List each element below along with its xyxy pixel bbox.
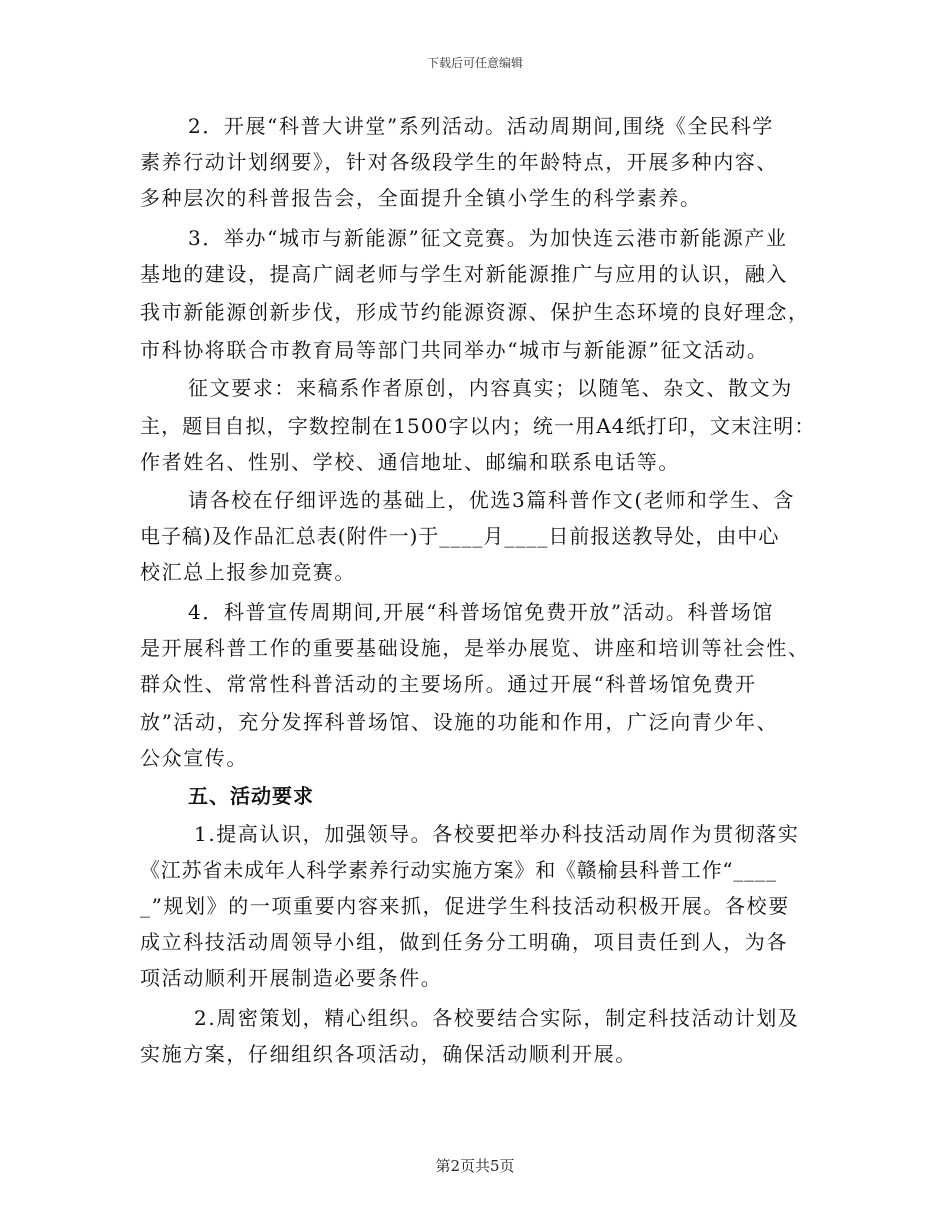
text-line: 项活动顺利开展制造必要条件。 (140, 966, 443, 990)
text-line: 放”活动，充分发挥科普场馆、设施的功能和作用，广泛向青少年、 (140, 710, 779, 734)
header-note: 下载后可任意编辑 (426, 56, 523, 70)
text-line: 作者姓名、性别、学校、通信地址、邮编和联系电话等。 (140, 450, 680, 474)
text-line: 成立科技活动周领导小组，做到任务分工明确，项目责任到人，为各 (140, 930, 788, 954)
text-line: 电子稿)及作品汇总表(附件一)于____月____日前报送教导处，由中心 (140, 524, 780, 548)
text-line: 素养行动计划纲要》，针对各级段学生的年龄特点，开展多种内容、 (140, 150, 778, 174)
section-heading: 五、活动要求 (188, 784, 314, 808)
text-line: 多种层次的科普报告会，全面提升全镇小学生的科学素养。 (140, 186, 702, 210)
text-line: 2.周密策划，精心组织。各校要结合实际，制定科技活动计划及 (194, 1006, 800, 1030)
text-line: 3．举办“城市与新能源”征文竞赛。为加快连云港市新能源产业 (188, 226, 788, 250)
text-line: 主，题目自拟，字数控制在1500字以内；统一用A4纸打印，文末注明： (140, 414, 816, 438)
text-line: 请各校在仔细评选的基础上，优选3篇科普作文(老师和学生、含 (188, 488, 795, 512)
text-line: 校汇总上报参加竞赛。 (140, 560, 356, 584)
text-line: _”规划》的一项重要内容来抓，促进学生科技活动积极开展。各校要 (140, 894, 790, 918)
page-indicator: 第2页共5页 (435, 1157, 515, 1175)
text-line: 群众性、常常性科普活动的主要场所。通过开展“科普场馆免费开 (140, 672, 757, 696)
text-line: 2．开展“科普大讲堂”系列活动。活动周期间,围绕《全民科学 (188, 114, 774, 138)
text-line: 是开展科普工作的重要基础设施，是举办展览、讲座和培训等社会性、 (140, 636, 810, 660)
text-line: 1.提高认识，加强领导。各校要把举办科技活动周作为贯彻落实 (194, 822, 800, 846)
text-line: 征文要求：来稿系作者原创，内容真实；以随笔、杂文、散文为 (188, 376, 793, 400)
text-line: 基地的建设，提高广阔老师与学生对新能源推广与应用的认识，融入 (140, 262, 788, 286)
text-line: 市科协将联合市教育局等部门共同举办“城市与新能源”征文活动。 (140, 338, 769, 362)
text-line: 《江苏省未成年人科学素养行动实施方案》和《赣榆县科普工作“____ (140, 858, 777, 882)
text-line: 我市新能源创新步伐，形成节约能源资源、保护生态环境的良好理念， (140, 300, 810, 324)
text-line: 4．科普宣传周期间,开展“科普场馆免费开放”活动。科普场馆 (188, 600, 774, 624)
text-line: 公众宣传。 (140, 746, 248, 770)
text-line: 实施方案，仔细组织各项活动，确保活动顺利开展。 (140, 1042, 637, 1066)
